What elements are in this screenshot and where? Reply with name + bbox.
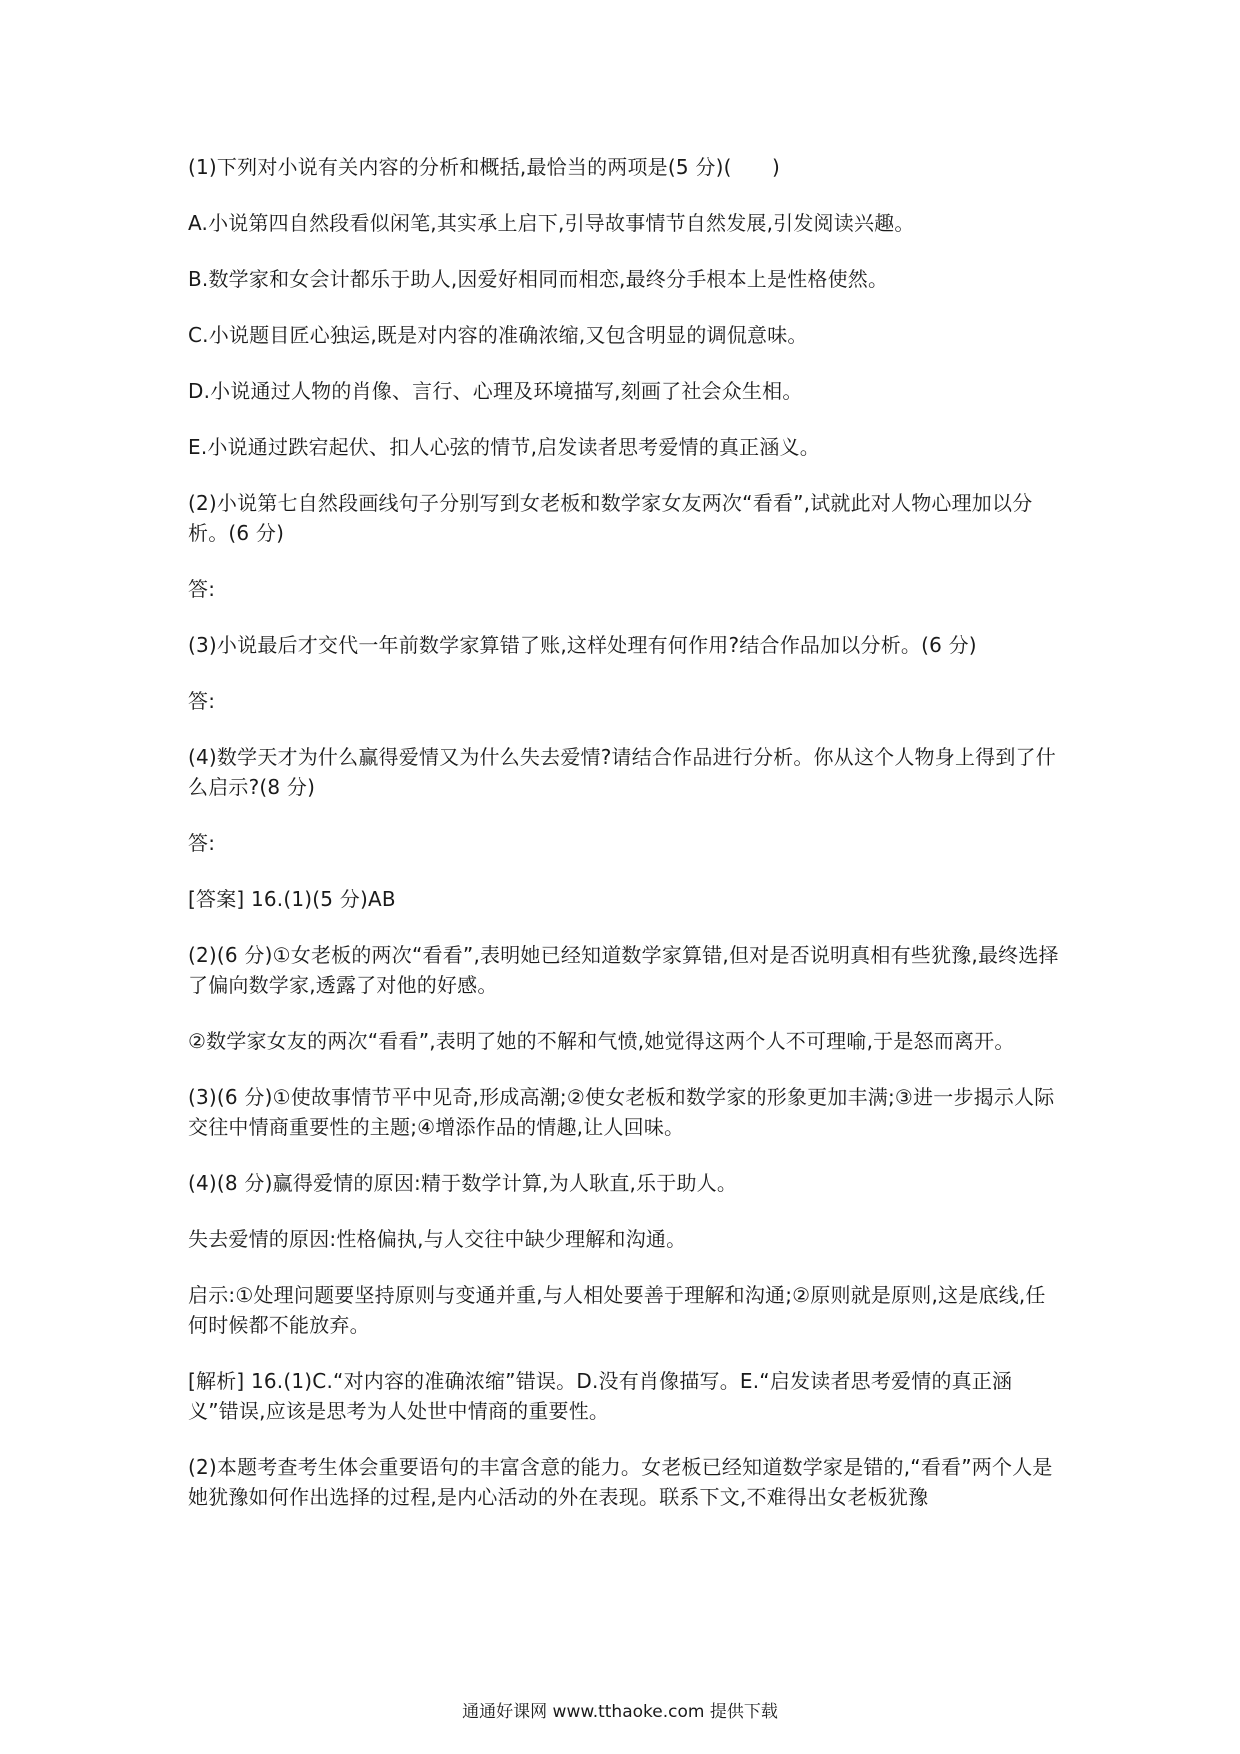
question-3: (3)小说最后才交代一年前数学家算错了账,这样处理有何作用?结合作品加以分析。(6 分) (188, 633, 977, 657)
question-4: (4)数学天才为什么赢得爱情又为什么失去爱情?请结合作品进行分析。你从这个人物身上得到了什么启示?(8 分) (188, 745, 1056, 799)
option-b: B.数学家和女会计都乐于助人,因爱好相同而相恋,最终分手根本上是性格使然。 (188, 267, 889, 291)
analysis-2: (2)本题考查考生体会重要语句的丰富含意的能力。女老板已经知道数学家是错的,“看看”两个人是她犹豫如何作出选择的过程,是内心活动的外在表现。联系下文,不难得出女老板犹豫 (188, 1455, 1053, 1509)
question-1-stem: (1)下列对小说有关内容的分析和概括,最恰当的两项是(5 分)( ) (188, 155, 780, 179)
answer-2-part-1: (2)(6 分)①女老板的两次“看看”,表明她已经知道数学家算错,但对是否说明真相有些犹豫,最终选择了偏向数学家,透露了对他的好感。 (188, 943, 1059, 997)
answer-line-3: 答: (188, 689, 216, 713)
answer-2-part-2: ②数学家女友的两次“看看”,表明了她的不解和气愤,她觉得这两个人不可理喻,于是怒而离开。 (188, 1029, 1015, 1053)
answer-key-heading: [答案] 16.(1)(5 分)AB (188, 887, 396, 911)
answer-4-insight: 启示:①处理问题要坚持原则与变通并重,与人相处要善于理解和沟通;②原则就是原则,这是底线,任何时候都不能放弃。 (188, 1283, 1046, 1337)
answer-4-lose-love: 失去爱情的原因:性格偏执,与人交往中缺少理解和沟通。 (188, 1227, 687, 1251)
answer-4-win-love: (4)(8 分)赢得爱情的原因:精于数学计算,为人耿直,乐于助人。 (188, 1171, 738, 1195)
option-a: A.小说第四自然段看似闲笔,其实承上启下,引导故事情节自然发展,引发阅读兴趣。 (188, 211, 915, 235)
answer-3: (3)(6 分)①使故事情节平中见奇,形成高潮;②使女老板和数学家的形象更加丰满;③进一步揭示人际交往中情商重要性的主题;④增添作品的情趣,让人回味。 (188, 1085, 1055, 1139)
answer-line-4: 答: (188, 831, 216, 855)
option-d: D.小说通过人物的肖像、言行、心理及环境描写,刻画了社会众生相。 (188, 379, 803, 403)
question-2: (2)小说第七自然段画线句子分别写到女老板和数学家女友两次“看看”,试就此对人物心理加以分析。(6 分) (188, 491, 1033, 545)
document-body (188, 152, 1063, 1538)
page-footer: 通通好课网 www.tthaoke.com 提供下载 (462, 1702, 778, 1722)
answer-line-2: 答: (188, 577, 216, 601)
analysis-1: [解析] 16.(1)C.“对内容的准确浓缩”错误。D.没有肖像描写。E.“启发读者思考爱情的真正涵义”错误,应该是思考为人处世中情商的重要性。 (188, 1369, 1013, 1423)
option-e: E.小说通过跌宕起伏、扣人心弦的情节,启发读者思考爱情的真正涵义。 (188, 435, 820, 459)
option-c: C.小说题目匠心独运,既是对内容的准确浓缩,又包含明显的调侃意味。 (188, 323, 808, 347)
